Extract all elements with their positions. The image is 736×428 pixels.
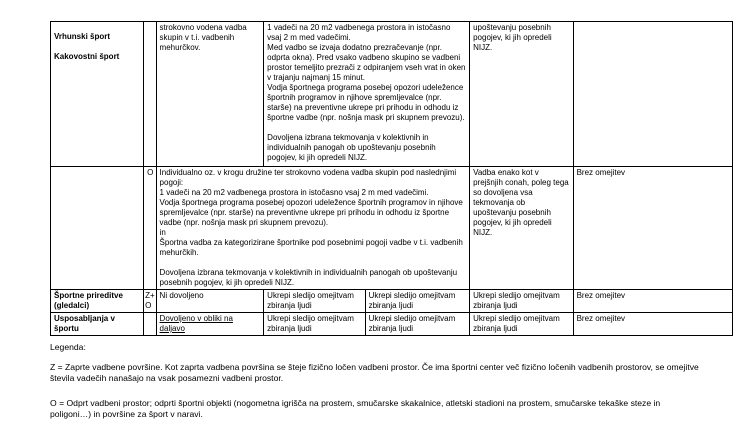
sport-measures-table: [50, 21, 733, 336]
sport-category-cell: [51, 22, 144, 167]
legend-o: O = Odprt vadbeni prostor; odprti športni objekti (nogometna igrišča na prostem, smučarske skakalnice, atletski stadioni na prostem, smučarske tekaške steze in poligoni…) in površine za šport v naravi.: [50, 398, 661, 419]
table-cell: strokovno vodena vadba skupin v t.i. vadbenih mehurčkov.: [156, 22, 264, 167]
table-cell: Individualno oz. v krogu družine ter strokovno vodena vadba skupin pod naslednjimi pogoji: 1 vadeči na 20 m2 vadbenega prostora in istočasno vsaj 2 m med vadečimi. Vodja športnega programa posebej opozori udeležence športnih programov in njihove spremljevalce (npr. starše) na preventivne ukrepe pri prihodu in odhodu iz športne vadbe (npr. nošnja mask pri skupnem prevozu). in Športna vadba za kategorizirane športnike pod posebnimi pogoji vadbe v t.i. vadbenih mehurčkih. Dovoljena izbrana tekmovanja v kolektivnih in individualnih panogah ob upoštevanju posebnih pogojev, ki jih opredeli NIJZ.: [156, 167, 470, 290]
table-cell: Ukrepi sledijo omejitvam zbiranja ljudi: [365, 290, 470, 313]
table-cell: Ukrepi sledijo omejitvam zbiranja ljudi: [365, 313, 470, 336]
table-cell: Brez omejitev: [573, 167, 732, 290]
table-cell: Vadba enako kot v prejšnjih conah, poleg tega so dovoljena vsa tekmovanja ob upoštevanju posebnih pogojev, ki jih opredeli NIJZ.: [470, 167, 573, 290]
table-cell: Ni dovoljeno: [156, 290, 264, 313]
sport-category-cell: Usposabljanja v športu: [51, 313, 144, 336]
area-mark-cell: O: [144, 167, 156, 290]
table-row: [51, 22, 733, 167]
area-mark-cell: Z+ O: [144, 290, 156, 313]
sport-category-cell: [51, 167, 144, 290]
table-row: [51, 290, 733, 313]
table-cell: Ukrepi sledijo omejitvam zbiranja ljudi: [264, 290, 365, 313]
table-cell: Ukrepi sledijo omejitvam zbiranja ljudi: [470, 290, 573, 313]
area-mark-cell: [144, 22, 156, 167]
table-cell: Dovoljeno v obliki na daljavo: [156, 313, 264, 336]
table-row: [51, 167, 733, 290]
sport-category-cell: Športne prireditve (gledalci): [51, 290, 144, 313]
category-vrhunski: Vrhunski šport: [54, 32, 111, 41]
legend-title: Legenda:: [50, 342, 86, 352]
table-cell: upoštevanju posebnih pogojev, ki jih opredeli NIJZ.: [470, 22, 573, 167]
table-cell: Ukrepi sledijo omejitvam zbiranja ljudi: [470, 313, 573, 336]
table-cell: Ukrepi sledijo omejitvam zbiranja ljudi: [264, 313, 365, 336]
table-cell: [573, 22, 732, 167]
area-mark-cell: [144, 313, 156, 336]
category-kakovostni: Kakovostni šport: [54, 52, 120, 61]
table-cell: Brez omejitev: [573, 290, 732, 313]
table-cell: Brez omejitev: [573, 313, 732, 336]
legend-z: Z = Zaprte vadbene površine. Kot zaprta vadbena površina se šteje fizično ločen vadbeni prostor. Če ima športni center več fizično ločenih vadbenih prostorov, se omejitve števila vadečih nanašajo na vsak posamezni vadbeni prostor.: [50, 362, 699, 383]
table-row: [51, 313, 733, 336]
table-cell: 1 vadeči na 20 m2 vadbenega prostora in istočasno vsaj 2 m med vadečimi. Med vadbo se izvaja dodatno prezračevanje (npr. odprta okna). Pred vsako vadbeno skupino se vadbeni prostor temeljito prezrači z odpiranjem vseh vrat in oken v trajanju najmanj 15 minut. Vodja športnega programa posebej opozori udeležence športnih programov in njihove spremljevalce (npr. starše) na preventivne ukrepe pri prihodu in odhodu iz športne vadbe (npr. nošnja mask pri skupnem prevozu). Dovoljena izbrana tekmovanja v kolektivnih in individualnih panogah ob upoštevanju posebnih pogojev, ki jih opredeli NIJZ.: [264, 22, 470, 167]
